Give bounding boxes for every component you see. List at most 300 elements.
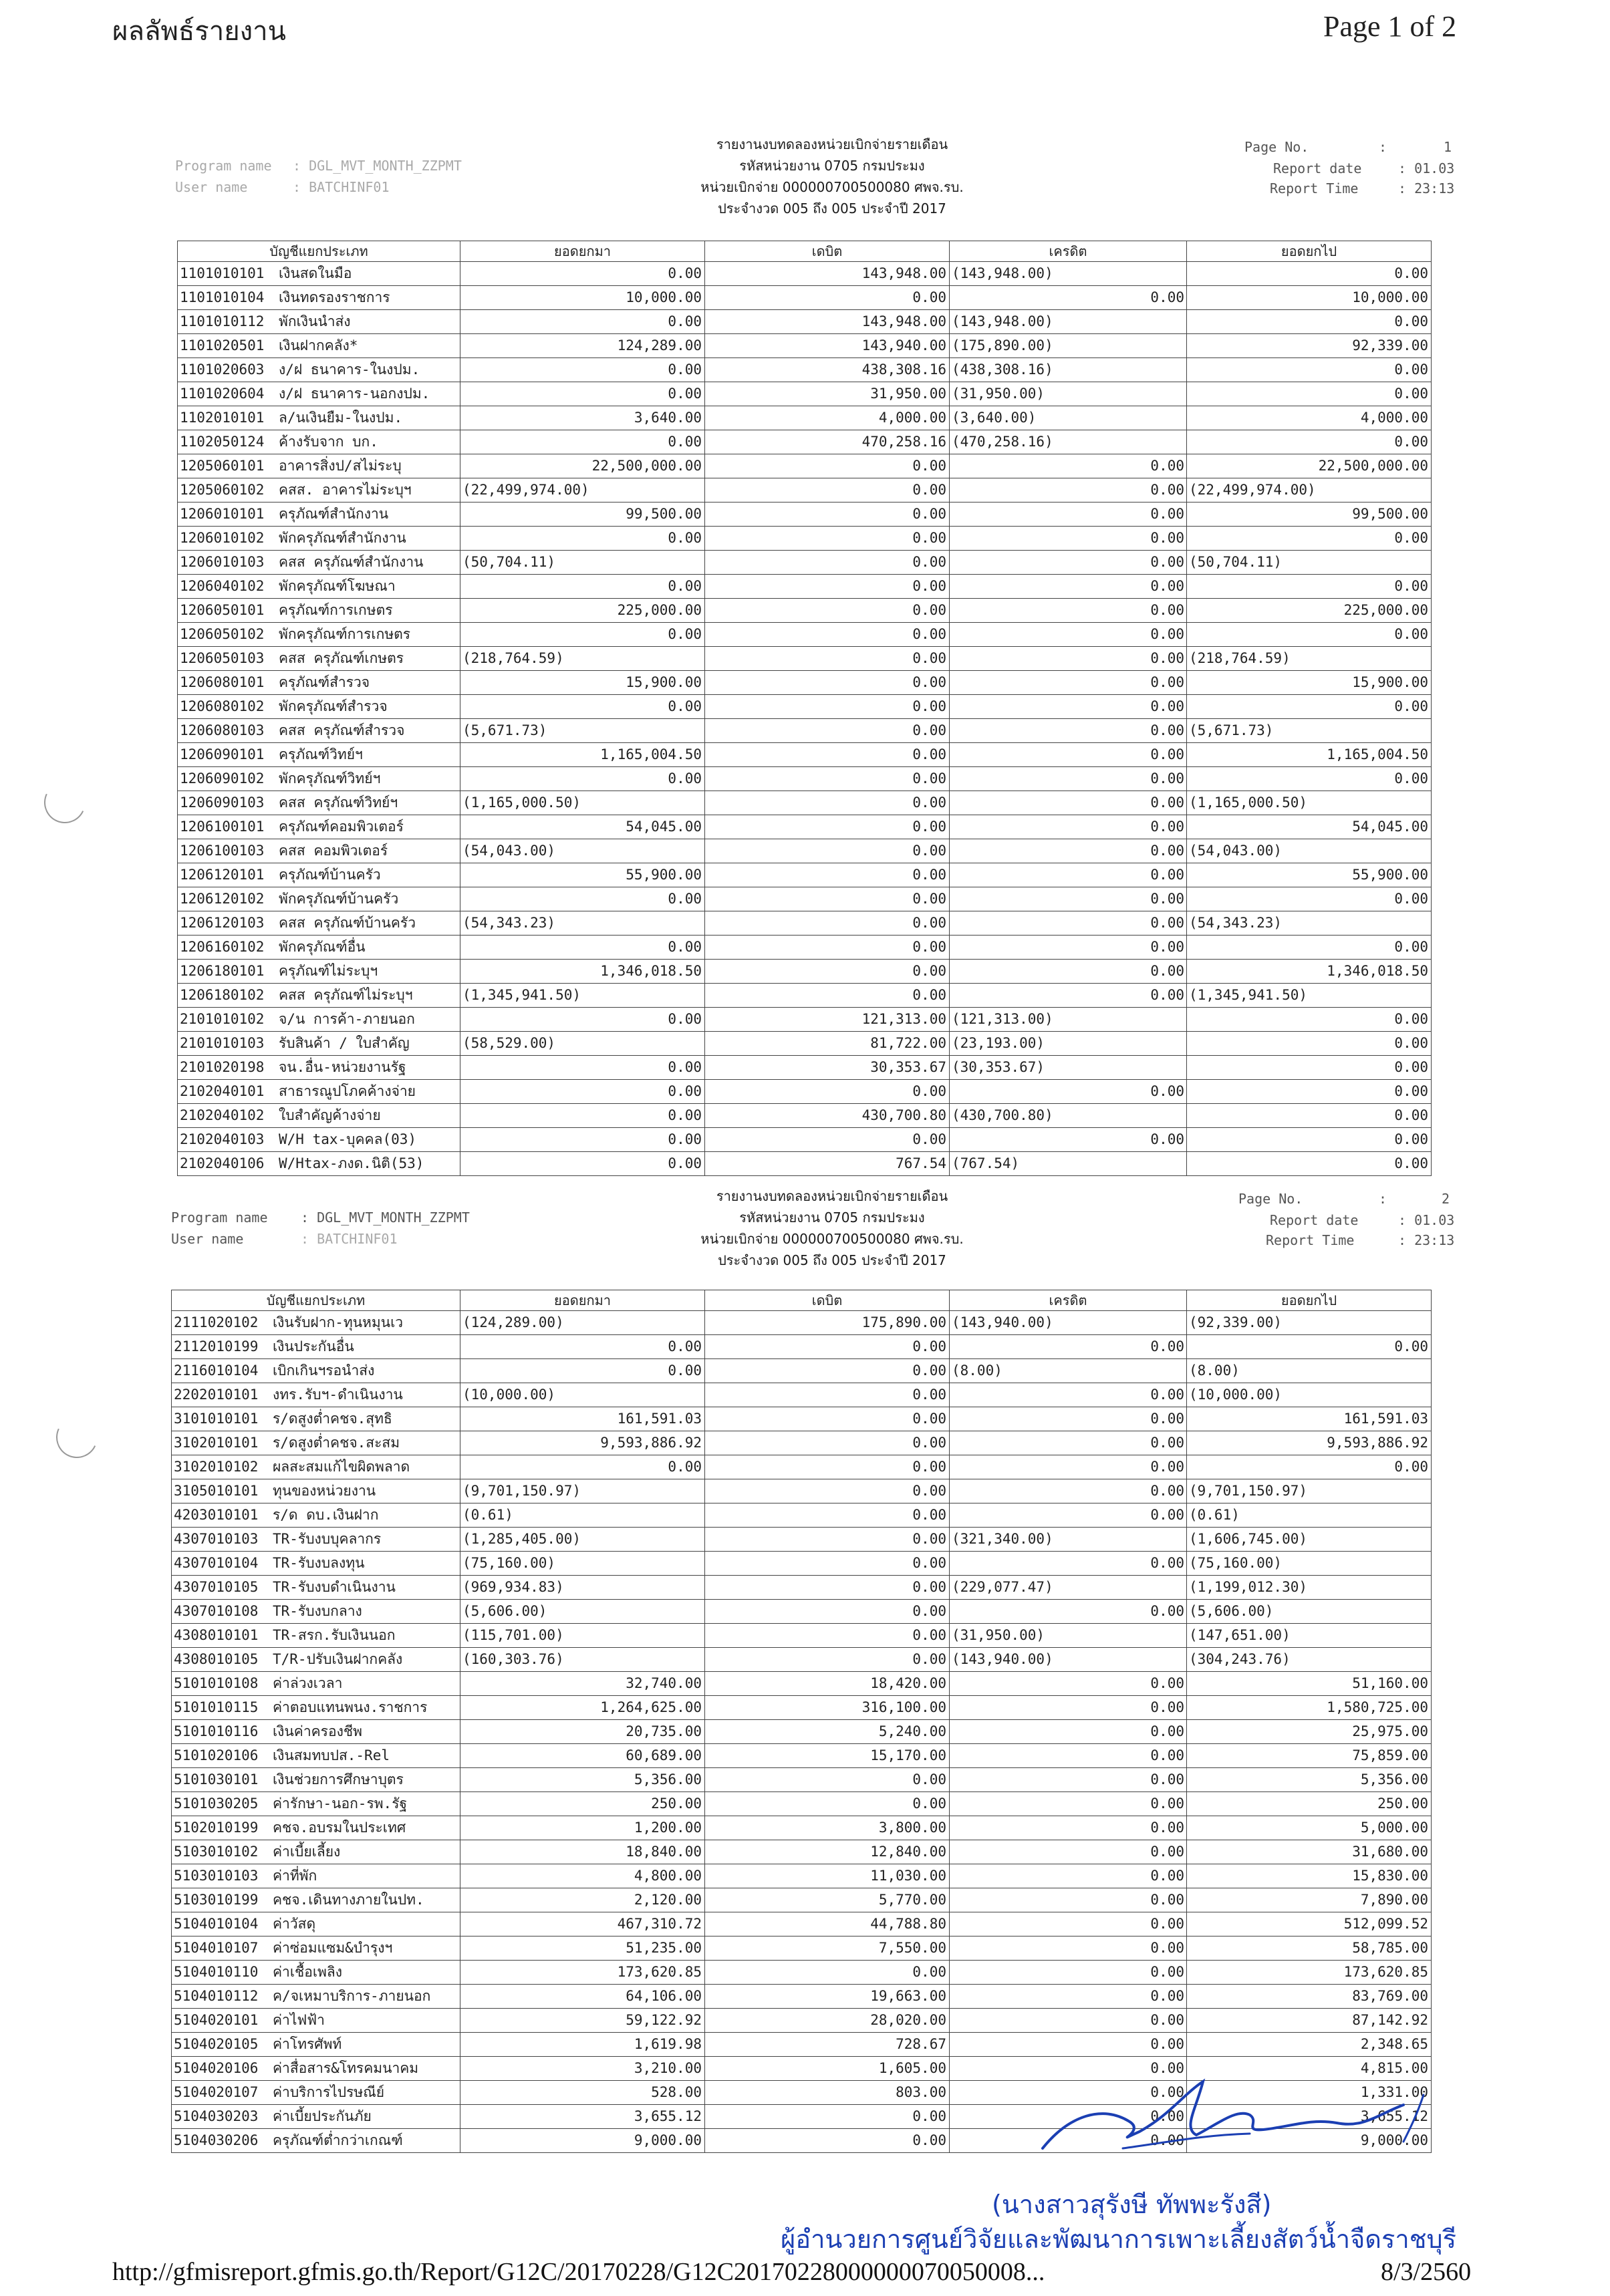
brought-forward-cell: 0.00 [460,695,705,719]
account-code: 5104020105 [174,2036,259,2052]
credit-zero: 0.00 [1150,843,1184,859]
credit-cell [950,1576,1187,1600]
credit-cell [950,1431,1187,1455]
credit-cell [950,1311,1187,1335]
account-name: ค่าตอบแทนพนง.ราชการ [273,1699,428,1715]
credit-zero: 0.00 [1150,1675,1184,1691]
account-code: 4307010108 [174,1603,259,1619]
account-name: คสส ครุภัณฑ์บ้านครัว [279,915,416,931]
account-code: 1206050103 [180,650,265,666]
debit-cell: 0.00 [705,1359,950,1383]
carried-forward-cell: 55,900.00 [1187,863,1432,887]
credit-zero: 0.00 [1150,554,1184,570]
account-code: 1206120101 [180,867,265,883]
brought-forward-cell: 0.00 [460,767,705,791]
debit-cell: 0.00 [705,1407,950,1431]
table-row [172,1552,1432,1576]
col-carried-forward: ยอดยกไป [1187,1290,1432,1311]
debit-cell: 0.00 [705,791,950,815]
account-name: ร/ด ดบ.เงินฝาก [273,1507,379,1523]
brought-forward-cell: 9,593,886.92 [460,1431,705,1455]
debit-cell: 0.00 [705,503,950,527]
account-name: อาคารสิ่งป/สไม่ระบุ [279,458,402,474]
account-name: ครุภัณฑ์คอมพิวเตอร์ [279,819,404,835]
brought-forward-cell: (50,704.11) [460,551,705,575]
brought-forward-cell: 3,655.12 [460,2105,705,2129]
carried-forward-cell: 9,593,886.92 [1187,1431,1432,1455]
account-code: 1101010104 [180,289,265,305]
account-code: 2116010104 [174,1362,259,1379]
brought-forward-cell: 0.00 [460,1056,705,1080]
account-cell [172,1696,460,1720]
account-cell [178,454,460,478]
trial-balance-table-1 [177,241,1432,1176]
debit-cell: 0.00 [705,839,950,863]
brought-forward-cell: 173,620.85 [460,1961,705,1985]
signer-name: (นางสาวสุรังษี ทัพพะรังสี) [992,2190,1272,2219]
account-name: พักเงินนำส่ง [279,313,351,329]
account-code: 5103010103 [174,1868,259,1884]
account-name: ล/นเงินยืม-ในงปม. [279,410,403,426]
page-no-sep: : [1379,139,1387,155]
carried-forward-cell: (1,345,941.50) [1187,984,1432,1008]
carried-forward-cell: 4,000.00 [1187,406,1432,430]
report-date-value: : 01.03 [1398,160,1455,176]
carried-forward-cell: 83,769.00 [1187,1985,1432,2009]
account-cell [178,358,460,382]
brought-forward-cell: (160,303.76) [460,1648,705,1672]
credit-cell [950,1768,1187,1792]
account-code: 3105010101 [174,1483,259,1499]
credit-cell [950,815,1187,839]
credit-zero: 0.00 [1150,1844,1184,1860]
account-cell [178,911,460,936]
credit-zero: 0.00 [1150,770,1184,786]
table-row [172,1888,1432,1912]
debit-cell: 5,770.00 [705,1888,950,1912]
report-time-label: Report Time [1266,1232,1355,1248]
account-name: คสส ครุภัณฑ์เกษตร [279,650,404,666]
table-row [178,503,1432,527]
brought-forward-cell: 99,500.00 [460,503,705,527]
account-name: ครุภัณฑ์สำนักงาน [279,506,389,522]
debit-cell: 0.00 [705,1431,950,1455]
footer-url[interactable]: http://gfmisreport.gfmis.go.th/Report/G12C/20170228/G12C20170228000000070050008... [112,2258,1045,2286]
account-cell [178,599,460,623]
table-row [172,1744,1432,1768]
brought-forward-cell: (969,934.83) [460,1576,705,1600]
account-cell [172,1792,460,1816]
account-name: คสส คอมพิวเตอร์ [279,843,388,859]
credit-cell [950,1152,1187,1176]
account-name: รับสินค้า / ใบสำคัญ [279,1035,410,1051]
carried-forward-cell: 0.00 [1187,1152,1432,1176]
credit-cell [950,430,1187,454]
credit-zero: 0.00 [1150,746,1184,762]
brought-forward-cell: (115,701.00) [460,1624,705,1648]
account-cell [172,1624,460,1648]
carried-forward-cell: 0.00 [1187,382,1432,406]
carried-forward-cell: (92,339.00) [1187,1311,1432,1335]
account-cell [172,1744,460,1768]
carried-forward-cell: 5,000.00 [1187,1816,1432,1840]
brought-forward-cell: 1,200.00 [460,1816,705,1840]
credit-cell [950,1335,1187,1359]
table-row [172,1720,1432,1744]
carried-forward-cell: 4,815.00 [1187,2057,1432,2081]
carried-forward-cell: (9,701,150.97) [1187,1479,1432,1503]
table-row [172,1840,1432,1864]
signer-position: ผู้อำนวยการศูนย์วิจัยและพัฒนาการเพาะเลี้ยงสัตว์น้ำจืดราชบุรี [781,2225,1457,2254]
credit-cell [950,382,1187,406]
debit-cell: 0.00 [705,743,950,767]
account-code: 1206120102 [180,891,265,907]
credit-zero: 0.00 [1150,1131,1184,1147]
brought-forward-cell: 1,264,625.00 [460,1696,705,1720]
account-cell [178,382,460,406]
table-row [178,887,1432,911]
account-code: 5104020106 [174,2060,259,2076]
account-cell [178,406,460,430]
table-row [172,1792,1432,1816]
table-row [178,382,1432,406]
report-date-label: Report date [1273,160,1362,176]
program-value: : DGL_MVT_MONTH_ZZPMT [293,158,462,174]
carried-forward-cell: (54,043.00) [1187,839,1432,863]
debit-cell: 143,948.00 [705,262,950,286]
credit-value: (430,700.80) [952,1107,1053,1123]
account-name: T/R-ปรับเงินฝากคลัง [273,1651,403,1667]
brought-forward-cell: 32,740.00 [460,1672,705,1696]
carried-forward-cell: (1,199,012.30) [1187,1576,1432,1600]
credit-value: (175,890.00) [952,337,1053,353]
account-code: 1101020501 [180,337,265,353]
credit-zero: 0.00 [1150,1387,1184,1403]
credit-cell [950,936,1187,960]
carried-forward-cell: 250.00 [1187,1792,1432,1816]
debit-cell: 0.00 [705,454,950,478]
table-row [178,575,1432,599]
account-code: 5101030101 [174,1771,259,1787]
credit-cell [950,671,1187,695]
credit-zero: 0.00 [1150,1892,1184,1908]
debit-cell: 0.00 [705,936,950,960]
table-row [172,1455,1432,1479]
carried-forward-cell: (5,671.73) [1187,719,1432,743]
table-row [178,527,1432,551]
binder-hole [50,1411,103,1463]
carried-forward-cell: 161,591.03 [1187,1407,1432,1431]
credit-zero: 0.00 [1150,795,1184,811]
account-name: พักครุภัณฑ์อื่น [279,939,366,955]
account-name: เงินประกันอื่น [273,1338,354,1354]
credit-cell [950,960,1187,984]
account-code: 5104030203 [174,2108,259,2124]
credit-cell [950,406,1187,430]
credit-cell [950,503,1187,527]
program-label: Program name [171,1209,268,1226]
account-code: 4307010104 [174,1555,259,1571]
credit-zero: 0.00 [1150,578,1184,594]
credit-cell [950,1816,1187,1840]
debit-cell: 0.00 [705,527,950,551]
debit-cell: 81,722.00 [705,1032,950,1056]
table-row [178,671,1432,695]
credit-cell [950,1080,1187,1104]
brought-forward-cell: (124,289.00) [460,1311,705,1335]
account-cell [172,1479,460,1503]
account-name: TR-รับงบดำเนินงาน [273,1579,396,1595]
debit-cell: 5,240.00 [705,1720,950,1744]
account-cell [178,623,460,647]
credit-cell [950,1961,1187,1985]
credit-zero: 0.00 [1150,963,1184,979]
account-code: 1206090103 [180,795,265,811]
page-no-sep: : [1379,1191,1387,1207]
credit-cell [950,1864,1187,1888]
account-name: คสส. อาคารไม่ระบุฯ [279,482,412,498]
account-code: 2101020198 [180,1059,265,1075]
debit-cell: 438,308.16 [705,358,950,382]
credit-cell [950,887,1187,911]
brought-forward-cell: 0.00 [460,358,705,382]
credit-value: (23,193.00) [952,1035,1045,1051]
account-name: ค่าที่พัก [273,1868,317,1884]
account-cell [178,527,460,551]
account-code: 5103010102 [174,1844,259,1860]
account-code: 5101010108 [174,1675,259,1691]
credit-cell [950,647,1187,671]
account-name: สาธารณูปโภคค้างจ่าย [279,1083,416,1099]
credit-zero: 0.00 [1150,626,1184,642]
carried-forward-cell: 0.00 [1187,1455,1432,1479]
account-cell [178,430,460,454]
report-time-value: : 23:13 [1398,1232,1455,1248]
account-name: เงินค่าครองชีพ [273,1723,362,1739]
credit-cell [950,911,1187,936]
account-code: 4308010105 [174,1651,259,1667]
table-row [178,430,1432,454]
credit-zero: 0.00 [1150,482,1184,498]
table-row [178,815,1432,839]
credit-zero: 0.00 [1150,722,1184,738]
account-cell [178,695,460,719]
credit-cell [950,1648,1187,1672]
debit-cell: 803.00 [705,2081,950,2105]
credit-cell [950,478,1187,503]
debit-cell: 0.00 [705,1768,950,1792]
account-name: พักครุภัณฑ์สำรวจ [279,698,388,714]
debit-cell: 0.00 [705,1383,950,1407]
debit-cell: 0.00 [705,887,950,911]
carried-forward-cell: (5,606.00) [1187,1600,1432,1624]
col-carried-forward: ยอดยกไป [1187,241,1432,262]
brought-forward-cell: 161,591.03 [460,1407,705,1431]
table-row [178,551,1432,575]
account-cell [172,1912,460,1936]
account-code: 5101020106 [174,1747,259,1763]
account-name: TR-รับงบลงทุน [273,1555,365,1571]
credit-cell [950,262,1187,286]
credit-zero: 0.00 [1150,1338,1184,1354]
carried-forward-cell: 0.00 [1187,527,1432,551]
credit-zero: 0.00 [1150,1868,1184,1884]
debit-cell: 0.00 [705,286,950,310]
account-code: 2112010199 [174,1338,259,1354]
credit-cell [950,863,1187,887]
carried-forward-cell: 75,859.00 [1187,1744,1432,1768]
account-name: ค่าโทรศัพท์ [273,2036,342,2052]
account-cell [178,887,460,911]
table-row [178,334,1432,358]
credit-zero: 0.00 [1150,650,1184,666]
account-code: 1206080101 [180,674,265,690]
carried-forward-cell: 0.00 [1187,695,1432,719]
account-name: ค/จเหมาบริการ-ภายนอก [273,1988,431,2004]
page-counter: Page 1 of 2 [1323,10,1457,43]
credit-cell [950,839,1187,863]
account-cell [172,1648,460,1672]
debit-cell: 0.00 [705,2105,950,2129]
table-row [172,1672,1432,1696]
account-cell [178,936,460,960]
account-code: 1205060102 [180,482,265,498]
program-label: Program name [175,158,272,174]
carried-forward-cell: (1,165,000.50) [1187,791,1432,815]
account-name: ค้างรับจาก บก. [279,434,378,450]
account-code: 5101030205 [174,1796,259,1812]
debit-cell: 0.00 [705,1528,950,1552]
debit-cell: 0.00 [705,1648,950,1672]
carried-forward-cell: (147,651.00) [1187,1624,1432,1648]
brought-forward-cell: 0.00 [460,1104,705,1128]
account-cell [178,863,460,887]
credit-zero: 0.00 [1150,2036,1184,2052]
carried-forward-cell: 0.00 [1187,310,1432,334]
col-brought-forward: ยอดยกมา [460,241,705,262]
brought-forward-cell: (9,701,150.97) [460,1479,705,1503]
table-row [178,936,1432,960]
carried-forward-cell: 512,099.52 [1187,1912,1432,1936]
account-code: 3101010101 [174,1411,259,1427]
debit-cell: 7,550.00 [705,1936,950,1961]
account-cell [178,791,460,815]
carried-forward-cell: (75,160.00) [1187,1552,1432,1576]
credit-zero: 0.00 [1150,891,1184,907]
credit-cell [950,1720,1187,1744]
account-cell [172,2129,460,2153]
account-name: พักครุภัณฑ์โฆษณา [279,578,396,594]
report-title: รายงานงบทดลองหน่วยเบิกจ่ายรายเดือน [716,136,948,152]
credit-cell [950,1552,1187,1576]
page-no-label: Page No. [1244,139,1309,155]
unit-line: หน่วยเบิกจ่าย 000000700500080 ศพจ.รบ. [700,179,964,195]
account-code: 4203010101 [174,1507,259,1523]
page-header-title: ผลลัพธ์รายงาน [112,16,286,47]
credit-cell [950,527,1187,551]
debit-cell: 1,605.00 [705,2057,950,2081]
account-code: 1206100103 [180,843,265,859]
unit-line: หน่วยเบิกจ่าย 000000700500080 ศพจ.รบ. [700,1231,964,1247]
debit-cell: 28,020.00 [705,2009,950,2033]
account-cell [178,647,460,671]
debit-cell: 0.00 [705,1792,950,1816]
debit-cell: 0.00 [705,551,950,575]
account-code: 4307010103 [174,1531,259,1547]
credit-cell [950,1008,1187,1032]
table-row [172,1383,1432,1407]
account-name: ค่าไฟฟ้า [273,2012,325,2028]
debit-cell: 175,890.00 [705,1311,950,1335]
debit-cell: 143,948.00 [705,310,950,334]
account-name: พักครุภัณฑ์การเกษตร [279,626,411,642]
account-name: ร/ดสูงต่ำคชจ.สุทธิ [273,1411,392,1427]
carried-forward-cell: 92,339.00 [1187,334,1432,358]
credit-cell [950,1479,1187,1503]
credit-cell [950,1032,1187,1056]
brought-forward-cell: 20,735.00 [460,1720,705,1744]
brought-forward-cell: 467,310.72 [460,1912,705,1936]
debit-cell: 0.00 [705,1455,950,1479]
account-name: ค่าเชื้อเพลิง [273,1964,343,1980]
period-line: ประจำงวด 005 ถึง 005 ประจำปี 2017 [718,1252,946,1268]
table-row [178,478,1432,503]
table-row [178,1008,1432,1032]
brought-forward-cell: (22,499,974.00) [460,478,705,503]
brought-forward-cell: 5,356.00 [460,1768,705,1792]
carried-forward-cell: 0.00 [1187,1008,1432,1032]
brought-forward-cell: 250.00 [460,1792,705,1816]
credit-zero: 0.00 [1150,1459,1184,1475]
credit-cell [950,1104,1187,1128]
credit-zero: 0.00 [1150,1507,1184,1523]
brought-forward-cell: (58,529.00) [460,1032,705,1056]
brought-forward-cell: 0.00 [460,575,705,599]
credit-zero: 0.00 [1150,458,1184,474]
carried-forward-cell: 173,620.85 [1187,1961,1432,1985]
brought-forward-cell: (5,606.00) [460,1600,705,1624]
credit-cell [950,1744,1187,1768]
account-code: 5104010110 [174,1964,259,1980]
account-name: คสส ครุภัณฑ์ไม่ระบุฯ [279,987,413,1003]
col-account: บัญชีแยกประเภท [172,1290,460,1311]
account-code: 1101020603 [180,362,265,378]
account-code: 1205060101 [180,458,265,474]
table-header-row [172,1290,1432,1311]
debit-cell: 0.00 [705,1552,950,1576]
carried-forward-cell: 25,975.00 [1187,1720,1432,1744]
carried-forward-cell: 1,331.00 [1187,2081,1432,2105]
brought-forward-cell: 18,840.00 [460,1840,705,1864]
credit-value: (143,940.00) [952,1314,1053,1330]
credit-cell [950,1600,1187,1624]
credit-zero: 0.00 [1150,1964,1184,1980]
carried-forward-cell: 31,680.00 [1187,1840,1432,1864]
brought-forward-cell: 225,000.00 [460,599,705,623]
carried-forward-cell: 9,000.00 [1187,2129,1432,2153]
credit-zero: 0.00 [1150,1435,1184,1451]
table-row [178,791,1432,815]
account-cell [172,1455,460,1479]
account-name: ทุนของหน่วยงาน [273,1483,376,1499]
brought-forward-cell: 0.00 [460,1008,705,1032]
account-code: 1206160102 [180,939,265,955]
table-row [178,984,1432,1008]
col-brought-forward: ยอดยกมา [460,1290,705,1311]
account-name: คชจ.เดินทางภายในปท. [273,1892,424,1908]
report-date-value: : 01.03 [1398,1212,1455,1228]
credit-zero: 0.00 [1150,1555,1184,1571]
